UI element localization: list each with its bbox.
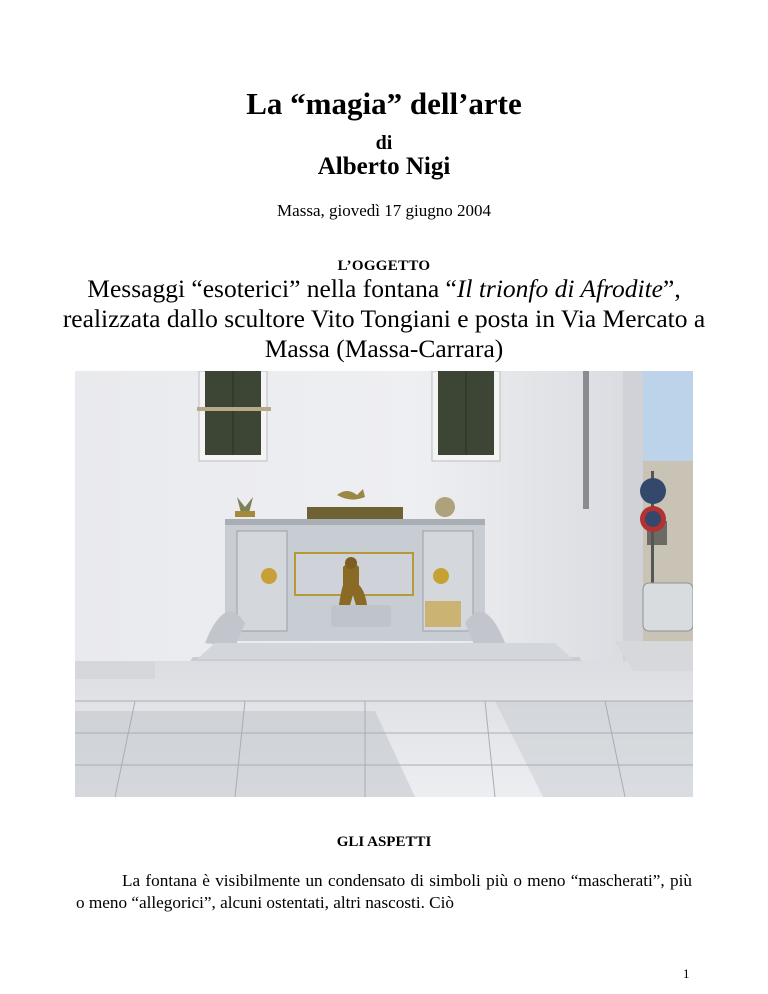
dateline: Massa, giovedì 17 giugno 2004 xyxy=(277,201,491,220)
subject-italic-title: Il trionfo di Afrodite xyxy=(456,274,664,303)
page-number: 1 xyxy=(683,966,690,981)
document-title: La “magia” dell’arte xyxy=(246,86,522,121)
subject-text xyxy=(60,274,708,364)
section-heading-aspetti: GLI ASPETTI xyxy=(336,834,432,850)
fountain-photo xyxy=(75,371,693,797)
body-paragraph: La fontana è visibilmente un condensato di simboli più o meno “mascherati”, più o meno “allegorici”, alcuni ostentati, altri nascosti. Ciò xyxy=(76,871,692,912)
subject-part1: Messaggi “esoterici” nella fontana “ xyxy=(87,274,457,303)
section-heading-oggetto: L’OGGETTO xyxy=(337,258,431,274)
author-name: Alberto Nigi xyxy=(317,153,451,180)
subject-part2: ”, realizzata dallo scultore Vito Tongiani e posta in Via Mercato a Massa (Massa-Carrara) xyxy=(62,274,706,363)
byline-di: di xyxy=(375,132,393,154)
